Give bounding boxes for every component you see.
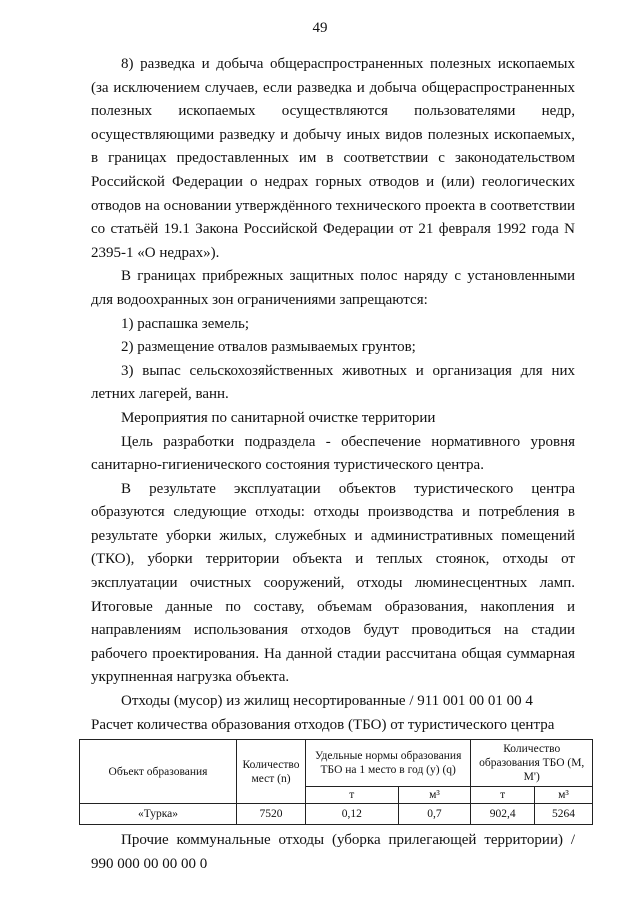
- table-header-row: [80, 740, 593, 787]
- page-number: 49: [312, 20, 328, 36]
- paragraph-waste-code: Отходы (мусор) из жилищ несортированные / 911 001 00 01 00 4: [121, 693, 533, 710]
- header-count: Количество мест (n): [237, 740, 306, 804]
- table-row: [80, 804, 593, 825]
- cell-object: «Турка»: [80, 804, 237, 825]
- cell-qty-t: 902,4: [471, 804, 535, 825]
- list-item-2: 2) размещение отвалов размываемых грунтов;: [121, 339, 416, 356]
- header-norms: Удельные нормы образования ТБО на 1 место в год (у) (q): [306, 740, 471, 787]
- section-heading: Мероприятия по санитарной очистке территории: [121, 409, 436, 426]
- waste-table: [79, 739, 593, 825]
- unit-norm-m3: м³: [398, 787, 471, 804]
- unit-qty-t: т: [471, 787, 535, 804]
- paragraph-item-8: 8) разведка и добыча общераспространенных полезных ископаемых (за исключением случаев, если разведка и добыча общераспространенных полезных ископаемых осуществляются пользователями недр, осуществляющими разведку и добычу иных видов полезных ископаемых, в границах предоставленных им в соответствии с законодательством Российской Федерации о недрах горных отводов и (или) геологических отводов на основании утверждённого технического проекта в соответствии со статьёй 19.1 Закона Российской Федерации от 21 февраля 1992 года N 2395-1 «О недрах»).: [91, 56, 575, 261]
- document-body: [91, 53, 585, 876]
- table-caption: Расчет количества образования отходов (ТБО) от туристического центра: [91, 716, 555, 733]
- cell-qty-m3: 5264: [534, 804, 592, 825]
- list-item-1: 1) распашка земель;: [121, 315, 249, 332]
- paragraph-riparian-restrictions: В границах прибрежных защитных полос наряду с установленными для водоохранных зон ограничениями запрещаются:: [91, 268, 575, 308]
- paragraph-other-waste: Прочие коммунальные отходы (уборка прилегающей территории) / 990 000 00 00 00 0: [91, 832, 575, 872]
- cell-norm-t: 0,12: [306, 804, 399, 825]
- unit-norm-t: т: [306, 787, 399, 804]
- header-quantity: Количество образования ТБО (М, М'): [471, 740, 593, 787]
- header-object: Объект образования: [80, 740, 237, 804]
- list-item-3: 3) выпас сельскохозяйственных животных и организация для них летних лагерей, ванн.: [91, 362, 575, 403]
- paragraph-goal: Цель разработки подраздела - обеспечение нормативного уровня санитарно-гигиенического состояния туристического центра.: [91, 433, 575, 474]
- cell-count: 7520: [237, 804, 306, 825]
- cell-norm-m3: 0,7: [398, 804, 471, 825]
- paragraph-waste-types: В результате эксплуатации объектов туристического центра образуются следующие отходы: отходы производства и потребления в результате уборки жилых, служебных и административных помещений (ТКО), уборки территории объекта и теплых стоянок, отходы от эксплуатации очистных сооружений, отходы люминесцентных ламп. Итоговые данные по составу, объемам образования, накопления и направлениям использования отходов будут проводиться на стадии рабочего проектирования. На данной стадии рассчитана общая суммарная укрупненная нагрузка объекта.: [91, 480, 575, 686]
- unit-qty-m3: м³: [534, 787, 592, 804]
